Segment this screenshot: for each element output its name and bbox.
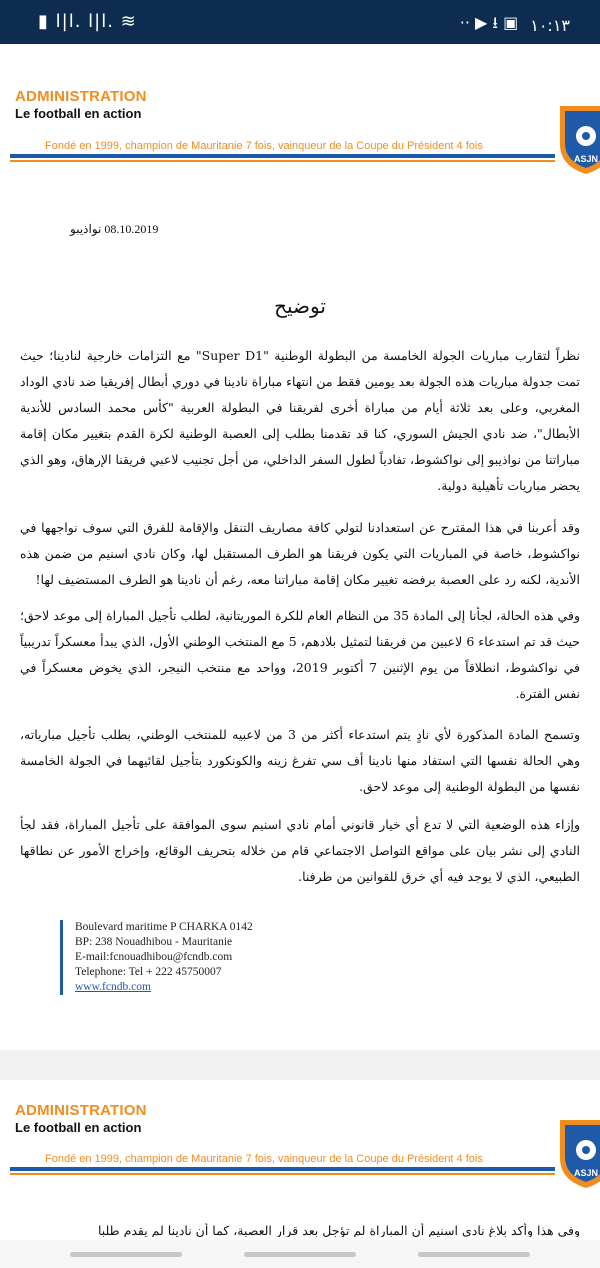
logo-text: ASJN	[573, 154, 599, 164]
contact-block	[60, 920, 253, 995]
document-page-2	[0, 1080, 600, 1240]
letterhead-stripe	[10, 160, 555, 162]
paragraph-cut-off: وفي هذا وأكد بلاغ نادي اسنيم أن المباراة لم تؤجل بعد قرار العصبة، كما أن نادينا لم يقدم طلبا	[97, 1223, 580, 1237]
paragraph: وفي هذه الحالة، لجأنا إلى المادة 35 من النظام العام للكرة الموريتانية، لطلب تأجيل المباراة إلى موعد لاحق؛ حيث قد تم استدعاء 6 لاعبين من فريقنا لتمثيل بلادهم، 5 مع المنتخب الوطني الأول، الذي يبدأ معسكراً تدريبياً في نواكشوط، انطلاقاً من يوم الإثنين 7 أكتوبر 2019، وواحد مع منتخب النيجر، الذي يخوض معسكراً في نفس الفترة.	[20, 608, 580, 701]
club-logo	[556, 100, 600, 176]
contact-email: E-mail:fcnouadhibou@fcndb.com	[75, 951, 233, 963]
paragraph: نظراً لتقارب مباريات الجولة الخامسة من البطولة الوطنية "Super D1" مع التزامات خارجية لنادينا؛ حيث تمت جدولة مباريات هذه الجولة بعد يومين فقط من انتهاء مباراة نادينا في دوري أبطال إفريقيا ضد نادي الوداد المغربي، وعلى بعد ثلاثة أيام من مباراة أخرى لفريقنا في البطولة العربية "كأس محمد السادس للأندية الأبطال"، ضد نادي الجيش السوري، كنا قد تقدمنا بطلب إلى العصبة الوطنية لكرة القدم بتغيير مكان إقامة مباراتنا من نواذيبو إلى نواكشوط، تفادياً لطول السفر الداخلي، من أجل تجنيب لاعبي فريقنا الإرهاق، وهو الذي يحضر مباريات تأهيلية دولية.	[20, 348, 580, 493]
logo-text: ASJN	[573, 1168, 599, 1178]
nav-home-handle[interactable]	[244, 1252, 356, 1257]
bottom-navigation-bar[interactable]	[0, 1240, 600, 1268]
contact-bp: BP: 238 Nouadhibou - Mauritanie	[75, 936, 233, 948]
letterhead-tagline: Le football en action	[15, 106, 142, 121]
contact-website-link[interactable]: www.fcndb.com	[75, 981, 151, 993]
letterhead-stripe	[10, 1167, 555, 1171]
letterhead-stripe	[10, 154, 555, 158]
letterhead-tagline: Le football en action	[15, 1120, 142, 1135]
letterhead-founded: Fondé en 1999, champion de Mauritanie 7 fois, vainqueur de la Coupe du Président 4 fois	[45, 1153, 483, 1165]
signal-icons: ▮ l|l. l|l. ≋	[38, 11, 137, 32]
nav-recents-handle[interactable]	[418, 1252, 530, 1257]
paragraph: وتسمح المادة المذكورة لأي نادٍ يتم استدعاء أكثر من 3 من لاعبيه للمنتخب الوطني، بطلب تأجيل مبارياته، وهي الحالة نفسها التي استفاد منها نادينا أف سي تفرغ زينه والكونكورد بتأجيل لقائيهما في الجولة الخامسة نفسها من البطولة الوطنية إلى موعد لاحق.	[20, 727, 580, 794]
club-logo	[556, 1114, 600, 1190]
letterhead-founded: Fondé en 1999, champion de Mauritanie 7 fois, vainqueur de la Coupe du Président 4 fois	[45, 140, 483, 152]
notification-icons: ·· ▶ ⭳ ▣	[459, 13, 519, 32]
page-separator	[0, 1050, 600, 1080]
contact-telephone: Telephone: Tel + 222 45750007	[75, 966, 222, 978]
paragraph: وقد أعربنا في هذا المقترح عن استعدادنا لتولي كافة مصاريف التنقل والإقامة للفرق التي سوف نواجهها في نواكشوط، خاصة في المباريات التي يكون فريقنا هو الطرف المستقبل لها، وكان نادي اسنيم من ضمن هذه الأندية، لكنه رد على العصبة برفضه تغيير مكان إقامة مباراتنا معه، رغم أن نادينا هو الطرف المستضيف لها!	[20, 520, 580, 587]
letterhead-title: ADMINISTRATION	[15, 1102, 147, 1119]
letterhead-stripe	[10, 1173, 555, 1175]
letter-title: توضيح	[274, 294, 326, 318]
paragraph: وإزاء هذه الوضعية التي لا تدع أي خيار قانوني أمام نادي اسنيم سوى الموافقة على تأجيل المباراة، فقد لجأ النادي إلى نشر بيان على مواقع التواصل الاجتماعي قام من خلاله بتحريف الوقائع، وإخراج الأمور عن نطاقها الطبيعي، الذي لا يوجد فيه أي خرق للقوانين من طرفنا.	[20, 817, 580, 884]
clock: ١٠:١٣	[530, 16, 570, 35]
letterhead-title: ADMINISTRATION	[15, 88, 147, 105]
letter-date: 08.10.2019 نواذيبو	[70, 222, 159, 236]
nav-back-handle[interactable]	[70, 1252, 182, 1257]
contact-address: Boulevard maritime P CHARKA 0142	[75, 921, 253, 933]
